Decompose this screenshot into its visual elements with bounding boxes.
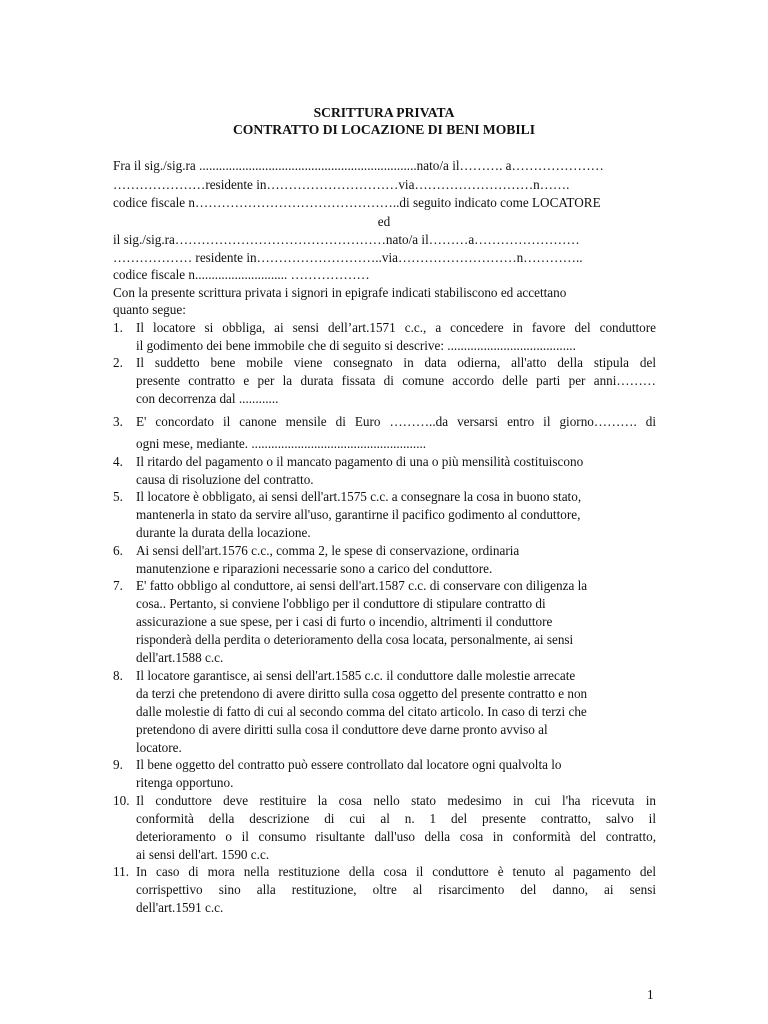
clause-line: dalle molestie di fatto di cui al secondo comma del citato articolo. In caso di terzi che — [136, 704, 587, 719]
clause-line: con decorrenza dal ............ — [136, 391, 279, 406]
clause-line: mantenerla in stato da servire all'uso, garantirne il pacifico godimento al conduttore, — [136, 507, 581, 522]
clause-number: 11. — [113, 864, 129, 879]
clause-line: ritenga opportuno. — [136, 775, 234, 790]
clause-number: 10. — [113, 793, 130, 808]
clause-line: presente contratto e per la durata fissata di comune accordo delle parti per anni……… — [136, 373, 656, 388]
clause-number: 4. — [113, 454, 123, 469]
clause-line: causa di risoluzione del contratto. — [136, 472, 314, 487]
clause-number: 6. — [113, 543, 123, 558]
clause-line: Il locatore garantisce, ai sensi dell'art.1585 c.c. il conduttore dalle molestie arrecate — [136, 668, 576, 683]
clause-number: 5. — [113, 489, 123, 504]
clause-line: conformità della descrizione di cui al n. 1 del presente contratto, salvo il — [136, 811, 656, 826]
clause-number: 2. — [113, 355, 123, 370]
clause-number: 1. — [113, 320, 123, 335]
clause-line: ai sensi dell'art. 1590 c.c. — [136, 847, 270, 862]
parties-line-6: codice fiscale n............................ ……………… — [113, 267, 370, 282]
clause-number: 7. — [113, 578, 123, 593]
clause-line: Il conduttore deve restituire la cosa nello stato medesimo in cui l'ha ricevuta in — [136, 793, 656, 808]
clause-line: il godimento dei bene immobile che di seguito si descrive: ....................................... — [136, 338, 576, 353]
clause-line: In caso di mora nella restituzione della cosa il conduttore è tenuto al pagamento del — [136, 864, 656, 879]
clause-line: corrispettivo sino alla restituzione, oltre al risarcimento del danno, ai sensi — [136, 882, 656, 897]
document-subtitle: CONTRATTO DI LOCAZIONE DI BENI MOBILI — [232, 122, 536, 137]
intro-line-1: Con la presente scrittura privata i signori in epigrafe indicati stabiliscono ed accettano — [113, 285, 567, 300]
clause-number: 8. — [113, 668, 123, 683]
clause-line: Il locatore si obbliga, ai sensi dell’art.1571 c.c., a concedere in favore del conduttore — [136, 320, 656, 335]
clause-line: dell'art.1591 c.c. — [136, 900, 224, 915]
parties-line-2: …………………residente in…………………………via………………………n……. — [113, 177, 570, 192]
clause-number: 3. — [113, 414, 123, 429]
clause-line: ogni mese, mediante. ..................................................... — [136, 436, 427, 451]
clause-line: Il bene oggetto del contratto può essere controllato dal locatore ogni qualvolta lo — [136, 757, 562, 772]
clause-line: pretendono di avere diritti sulla cosa il conduttore deve darne pronto avviso al — [136, 722, 548, 737]
parties-line-4: il sig./sig.ra…………………………………………nato/a il………a…………………… — [113, 232, 580, 247]
page-number: 1 — [647, 987, 654, 1002]
clause-line: assicurazione a sue spese, per i casi di furto o incendio, altrimenti il conduttore — [136, 614, 553, 629]
clause-line: Ai sensi dell'art.1576 c.c., comma 2, le spese di conservazione, ordinaria — [136, 543, 520, 558]
clause-line: manutenzione e riparazioni necessarie sono a carico del conduttore. — [136, 561, 493, 576]
intro-line-2: quanto segue: — [113, 302, 186, 317]
clause-line: Il suddetto bene mobile viene consegnato in data odierna, all'atto della stipula del — [136, 355, 656, 370]
clause-number: 9. — [113, 757, 123, 772]
clause-line: E' concordato il canone mensile di Euro ………..da versarsi entro il giorno………. di — [136, 414, 656, 429]
clause-line: Il locatore è obbligato, ai sensi dell'art.1575 c.c. a consegnare la cosa in buono stato, — [136, 489, 582, 504]
clause-line: cosa.. Pertanto, si conviene l'obbligo per il conduttore di stipulare contratto di — [136, 596, 546, 611]
parties-line-1: Fra il sig./sig.ra ..................................................................nato/a il………. a………………… — [113, 158, 604, 173]
clause-line: da terzi che pretendono di avere diritto sulla cosa oggetto del presente contratto e non — [136, 686, 588, 701]
parties-line-5: ……………… residente in………………………..via………………………n………….. — [113, 250, 583, 265]
clause-line: dell'art.1588 c.c. — [136, 650, 224, 665]
clause-line: Il ritardo del pagamento o il mancato pagamento di una o più mensilità costituiscono — [136, 454, 584, 469]
clause-line: risponderà della perdita o deterioramento della cosa locata, personalmente, ai sensi — [136, 632, 574, 647]
parties-line-3: codice fiscale n………………………………………..di seguito indicato come LOCATORE — [113, 195, 601, 210]
clause-line: durante la durata della locazione. — [136, 525, 311, 540]
parties-conjunction: ed — [377, 214, 391, 229]
clause-line: E' fatto obbligo al conduttore, ai sensi dell'art.1587 c.c. di conservare con diligenza la — [136, 578, 588, 593]
document-title: SCRITTURA PRIVATA — [313, 105, 455, 120]
clause-line: deterioramento o il consumo risultante dall'uso della cosa in conformità del contratto, — [136, 829, 656, 844]
clause-line: locatore. — [136, 740, 182, 755]
